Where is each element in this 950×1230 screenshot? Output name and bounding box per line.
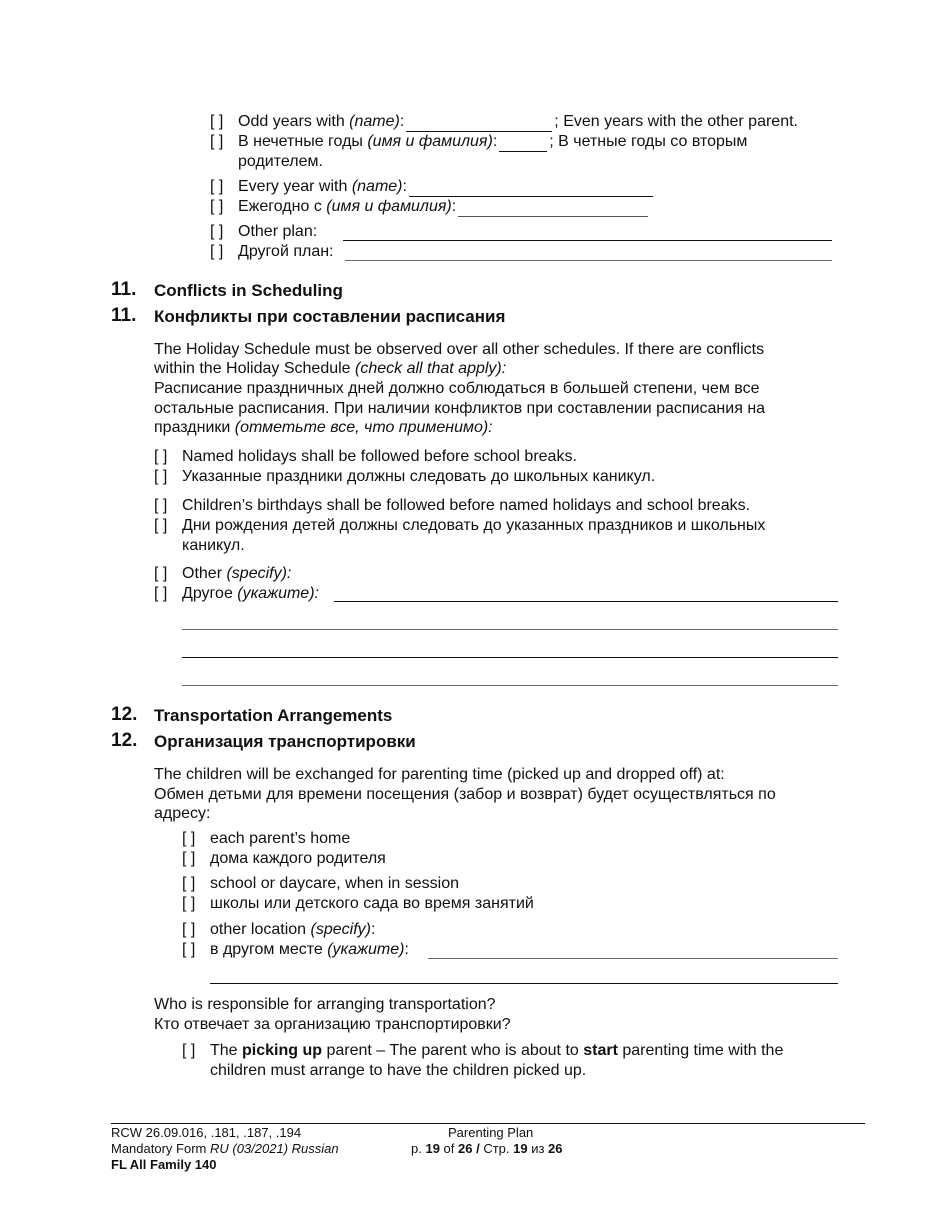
footer-rcw: RCW 26.09.016, .181, .187, .194: [111, 1125, 302, 1140]
other-location-ru: [210, 940, 409, 960]
other-specify-field-3[interactable]: [182, 657, 838, 658]
page-current: 19: [425, 1141, 440, 1156]
other-specify-field-4[interactable]: [182, 685, 838, 686]
footer-text: Стр.: [483, 1141, 514, 1156]
section-11-intro-ru-3: [154, 418, 493, 438]
footer-form-id: FL All Family 140: [111, 1157, 217, 1172]
birthdays-ru-cont: каникул.: [182, 537, 245, 554]
footer-divider: [111, 1123, 865, 1124]
start-bold: start: [583, 1042, 618, 1059]
school-en: school or daycare, when in session: [210, 875, 460, 892]
footer-text: p.: [411, 1141, 426, 1156]
odd-years-ru-name-field[interactable]: [499, 137, 547, 152]
other-plan-ru-field[interactable]: [345, 260, 832, 261]
each-home-ru: дома каждого родителя: [210, 850, 386, 867]
other-plan-field[interactable]: [343, 240, 832, 241]
picking-up-line-1: [210, 1041, 783, 1061]
other-hint: (specify):: [226, 565, 292, 582]
named-holidays-checkbox[interactable]: [ ]: [154, 448, 168, 465]
section-11-number: 11.: [111, 279, 137, 300]
every-year-checkbox[interactable]: [ ]: [210, 178, 224, 195]
birthdays-en: Children’s birthdays shall be followed before named holidays and school breaks.: [182, 497, 751, 514]
odd-years-en-hint: (name): [349, 113, 400, 130]
every-year-ru-name-field[interactable]: [458, 202, 648, 217]
odd-years-en-line: [238, 112, 798, 132]
other-location-checkbox[interactable]: [ ]: [182, 921, 196, 938]
footer-form-version: RU (03/2021) Russian: [209, 1141, 339, 1156]
school-ru-checkbox[interactable]: [ ]: [182, 895, 196, 912]
every-year-ru-checkbox[interactable]: [ ]: [210, 198, 224, 215]
section-12-intro-en: The children will be exchanged for parenting time (picked up and dropped off) at:: [154, 766, 725, 783]
other-plan-ru-label: Другой план:: [238, 243, 334, 260]
odd-years-en-label: Odd years with: [238, 113, 350, 130]
intro-text: праздники: [154, 419, 235, 436]
odd-years-ru-checkbox[interactable]: [ ]: [210, 133, 224, 150]
every-year-name-field[interactable]: [409, 182, 653, 197]
other-ru-checkbox[interactable]: [ ]: [154, 585, 168, 602]
other-location-label: other location: [210, 921, 311, 938]
transport-question-en: Who is responsible for arranging transportation?: [154, 996, 496, 1013]
other-specify-field-2[interactable]: [182, 629, 838, 630]
section-11-title-en: Conflicts in Scheduling: [154, 281, 343, 300]
other-label: Other: [182, 565, 227, 582]
page-total-ru: 26: [548, 1141, 563, 1156]
birthdays-ru: Дни рождения детей должны следовать до указанных праздников и школьных: [182, 517, 766, 534]
intro-text: within the Holiday Schedule: [154, 360, 356, 377]
other-plan-en-label: Other plan:: [238, 223, 318, 240]
each-home-en: each parent’s home: [210, 830, 351, 847]
picking-up-checkbox[interactable]: [ ]: [182, 1042, 196, 1059]
footer-doc-title: Parenting Plan: [448, 1125, 534, 1140]
odd-years-ru-cont: родителем.: [238, 153, 323, 170]
colon: :: [492, 133, 498, 150]
other-specify-field[interactable]: [334, 601, 838, 602]
colon: :: [399, 113, 405, 130]
each-home-ru-checkbox[interactable]: [ ]: [182, 850, 196, 867]
other-location-en: [210, 920, 375, 940]
other-location-ru-checkbox[interactable]: [ ]: [182, 941, 196, 958]
other-label: Другое: [182, 585, 238, 602]
transport-question-ru: Кто отвечает за организацию транспортировки?: [154, 1016, 511, 1033]
other-hint: (укажите):: [237, 585, 319, 602]
odd-years-ru-label: В нечетные годы: [238, 133, 368, 150]
other-plan-ru-checkbox[interactable]: [ ]: [210, 243, 224, 260]
section-11-title-ru: Конфликты при составлении расписания: [154, 307, 506, 326]
picking-up-line-2: children must arrange to have the children picked up.: [210, 1062, 587, 1079]
school-ru: школы или детского сада во время занятий: [210, 895, 534, 912]
every-year-ru-line: [238, 197, 650, 217]
birthdays-checkbox[interactable]: [ ]: [154, 497, 168, 514]
footer-text: of: [439, 1141, 459, 1156]
section-12-number: 12.: [111, 704, 138, 725]
odd-years-checkbox[interactable]: [ ]: [210, 113, 224, 130]
footer-text: Mandatory Form: [111, 1141, 210, 1156]
section-12-intro-ru-2: адресу:: [154, 805, 211, 822]
section-12-number-ru: 12.: [111, 730, 138, 751]
other-checkbox[interactable]: [ ]: [154, 565, 168, 582]
other-location-hint: (specify): [310, 921, 371, 938]
colon: :: [370, 921, 376, 938]
other-location-field[interactable]: [428, 958, 838, 959]
page-separator: /: [472, 1141, 484, 1156]
section-11-intro-ru-1: Расписание праздничных дней должно соблюдаться в большей степени, чем все: [154, 380, 760, 397]
other-plan-checkbox[interactable]: [ ]: [210, 223, 224, 240]
section-12-intro-ru-1: Обмен детьми для времени посещения (забор и возврат) будет осуществляться по: [154, 786, 776, 803]
section-11-intro-en-1: The Holiday Schedule must be observed over all other schedules. If there are conflicts: [154, 341, 765, 358]
named-holidays-ru: Указанные праздники должны следовать до школьных каникул.: [182, 468, 656, 485]
every-year-en-label: Every year with: [238, 178, 352, 195]
every-year-en-line: [238, 177, 655, 197]
odd-years-en-tail: ; Even years with the other parent.: [554, 113, 798, 130]
each-home-checkbox[interactable]: [ ]: [182, 830, 196, 847]
other-ru-label: [182, 584, 319, 604]
odd-years-name-field[interactable]: [406, 117, 552, 132]
colon: :: [451, 198, 457, 215]
every-year-ru-label: Ежегодно с: [238, 198, 327, 215]
named-holidays-ru-checkbox[interactable]: [ ]: [154, 468, 168, 485]
named-holidays-en: Named holidays shall be followed before school breaks.: [182, 448, 577, 465]
section-11-intro-en-2: [154, 359, 506, 379]
other-location-field-2[interactable]: [210, 983, 838, 984]
other-en-label: [182, 564, 291, 584]
intro-hint: (check all that apply):: [355, 360, 507, 377]
section-12-title-ru: Организация транспортировки: [154, 732, 416, 751]
picking-up-text: The: [210, 1042, 243, 1059]
odd-years-ru-tail: ; В четные годы со вторым: [549, 133, 748, 150]
colon: :: [402, 178, 407, 195]
section-11-intro-ru-2: остальные расписания. При наличии конфликтов при составлении расписания на: [154, 400, 766, 417]
other-location-label: в другом месте: [210, 941, 328, 958]
section-11-number-ru: 11.: [111, 305, 137, 326]
school-checkbox[interactable]: [ ]: [182, 875, 196, 892]
footer-page-number: [411, 1141, 563, 1157]
every-year-ru-hint: (имя и фамилия): [326, 198, 452, 215]
every-year-en-hint: (name): [351, 178, 403, 195]
other-location-hint: (укажите): [327, 941, 405, 958]
odd-years-ru-line: [238, 132, 747, 152]
picking-up-text: parenting time with the: [617, 1042, 784, 1059]
intro-hint: (отметьте все, что применимо):: [234, 419, 493, 436]
footer-mandatory-form: [111, 1141, 339, 1157]
page-total: 26: [458, 1141, 473, 1156]
colon: :: [404, 941, 409, 958]
picking-up-bold: picking up: [242, 1042, 323, 1059]
picking-up-text: parent – The parent who is about to: [322, 1042, 584, 1059]
odd-years-ru-hint: (имя и фамилия): [367, 133, 493, 150]
footer-text: из: [527, 1141, 549, 1156]
birthdays-ru-checkbox[interactable]: [ ]: [154, 517, 168, 534]
page-current-ru: 19: [513, 1141, 528, 1156]
section-12-title-en: Transportation Arrangements: [154, 706, 393, 725]
